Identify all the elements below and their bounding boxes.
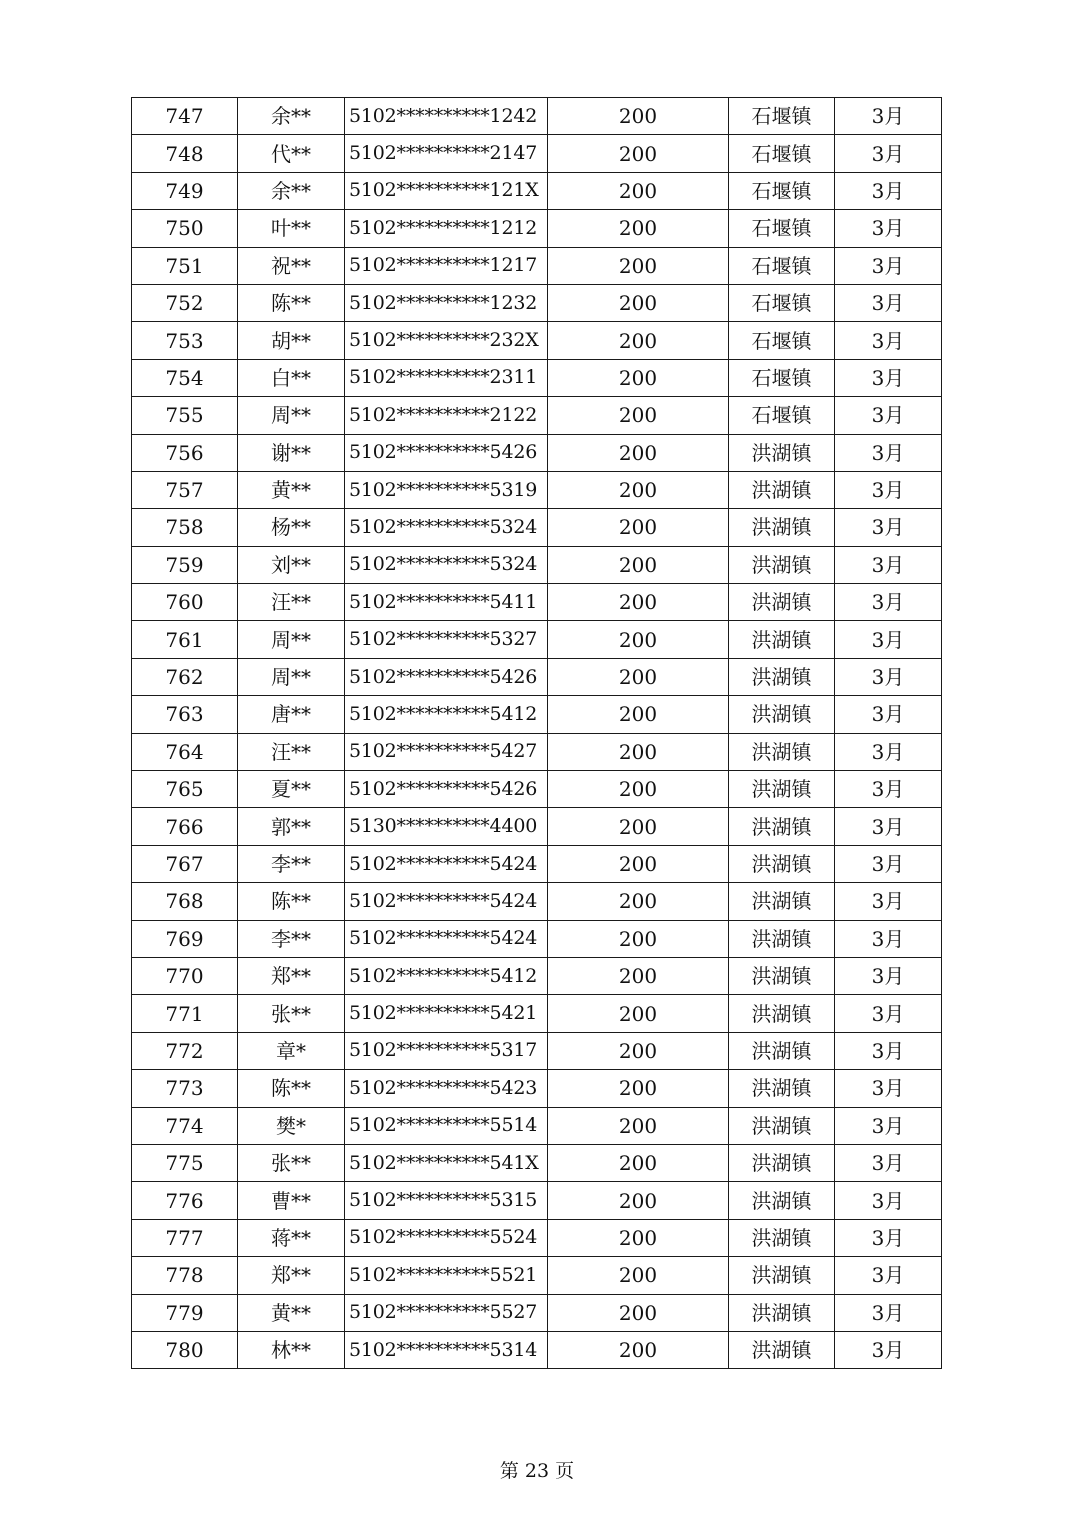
serial-number-cell: 759 bbox=[132, 546, 238, 583]
name-cell: 周** bbox=[238, 621, 345, 658]
serial-number-cell: 776 bbox=[132, 1182, 238, 1219]
table-row bbox=[132, 135, 942, 172]
table-row bbox=[132, 509, 942, 546]
table-row bbox=[132, 658, 942, 695]
amount-cell: 200 bbox=[548, 584, 729, 621]
id-number-cell: 5102**********121X bbox=[345, 172, 548, 209]
table-row bbox=[132, 1294, 942, 1331]
amount-cell: 200 bbox=[548, 920, 729, 957]
town-cell: 洪湖镇 bbox=[729, 995, 835, 1032]
id-number-cell: 5102**********232X bbox=[345, 322, 548, 359]
name-cell: 曹** bbox=[238, 1182, 345, 1219]
month-cell: 3月 bbox=[835, 1331, 942, 1368]
name-cell: 刘** bbox=[238, 546, 345, 583]
id-number-cell: 5102**********1242 bbox=[345, 98, 548, 135]
town-cell: 洪湖镇 bbox=[729, 808, 835, 845]
town-cell: 洪湖镇 bbox=[729, 771, 835, 808]
name-cell: 樊* bbox=[238, 1107, 345, 1144]
town-cell: 洪湖镇 bbox=[729, 658, 835, 695]
amount-cell: 200 bbox=[548, 471, 729, 508]
town-cell: 洪湖镇 bbox=[729, 1032, 835, 1069]
serial-number-cell: 770 bbox=[132, 957, 238, 994]
amount-cell: 200 bbox=[548, 546, 729, 583]
serial-number-cell: 769 bbox=[132, 920, 238, 957]
id-number-cell: 5102**********5424 bbox=[345, 883, 548, 920]
month-cell: 3月 bbox=[835, 434, 942, 471]
table-row bbox=[132, 247, 942, 284]
amount-cell: 200 bbox=[548, 1294, 729, 1331]
name-cell: 代** bbox=[238, 135, 345, 172]
month-cell: 3月 bbox=[835, 1032, 942, 1069]
amount-cell: 200 bbox=[548, 771, 729, 808]
amount-cell: 200 bbox=[548, 733, 729, 770]
town-cell: 石堰镇 bbox=[729, 247, 835, 284]
name-cell: 李** bbox=[238, 920, 345, 957]
amount-cell: 200 bbox=[548, 1032, 729, 1069]
month-cell: 3月 bbox=[835, 658, 942, 695]
month-cell: 3月 bbox=[835, 1257, 942, 1294]
month-cell: 3月 bbox=[835, 1070, 942, 1107]
serial-number-cell: 754 bbox=[132, 359, 238, 396]
name-cell: 黄** bbox=[238, 471, 345, 508]
name-cell: 郭** bbox=[238, 808, 345, 845]
town-cell: 洪湖镇 bbox=[729, 1331, 835, 1368]
id-number-cell: 5102**********5421 bbox=[345, 995, 548, 1032]
table-row bbox=[132, 322, 942, 359]
name-cell: 章* bbox=[238, 1032, 345, 1069]
name-cell: 林** bbox=[238, 1331, 345, 1368]
table-row bbox=[132, 1182, 942, 1219]
month-cell: 3月 bbox=[835, 1219, 942, 1256]
id-number-cell: 5102**********5327 bbox=[345, 621, 548, 658]
town-cell: 石堰镇 bbox=[729, 284, 835, 321]
town-cell: 石堰镇 bbox=[729, 98, 835, 135]
month-cell: 3月 bbox=[835, 845, 942, 882]
amount-cell: 200 bbox=[548, 210, 729, 247]
amount-cell: 200 bbox=[548, 1219, 729, 1256]
table-row bbox=[132, 845, 942, 882]
serial-number-cell: 750 bbox=[132, 210, 238, 247]
month-cell: 3月 bbox=[835, 509, 942, 546]
amount-cell: 200 bbox=[548, 135, 729, 172]
amount-cell: 200 bbox=[548, 397, 729, 434]
serial-number-cell: 752 bbox=[132, 284, 238, 321]
table-row bbox=[132, 210, 942, 247]
month-cell: 3月 bbox=[835, 210, 942, 247]
town-cell: 石堰镇 bbox=[729, 210, 835, 247]
serial-number-cell: 756 bbox=[132, 434, 238, 471]
id-number-cell: 5102**********5426 bbox=[345, 771, 548, 808]
month-cell: 3月 bbox=[835, 621, 942, 658]
name-cell: 陈** bbox=[238, 1070, 345, 1107]
table-row bbox=[132, 359, 942, 396]
amount-cell: 200 bbox=[548, 509, 729, 546]
table-row bbox=[132, 1219, 942, 1256]
month-cell: 3月 bbox=[835, 696, 942, 733]
serial-number-cell: 779 bbox=[132, 1294, 238, 1331]
town-cell: 洪湖镇 bbox=[729, 957, 835, 994]
serial-number-cell: 753 bbox=[132, 322, 238, 359]
id-number-cell: 5102**********5314 bbox=[345, 1331, 548, 1368]
serial-number-cell: 749 bbox=[132, 172, 238, 209]
town-cell: 洪湖镇 bbox=[729, 1257, 835, 1294]
town-cell: 洪湖镇 bbox=[729, 1182, 835, 1219]
town-cell: 洪湖镇 bbox=[729, 1219, 835, 1256]
month-cell: 3月 bbox=[835, 546, 942, 583]
amount-cell: 200 bbox=[548, 883, 729, 920]
table-row bbox=[132, 1070, 942, 1107]
serial-number-cell: 751 bbox=[132, 247, 238, 284]
amount-cell: 200 bbox=[548, 247, 729, 284]
table-row bbox=[132, 284, 942, 321]
town-cell: 洪湖镇 bbox=[729, 1107, 835, 1144]
town-cell: 洪湖镇 bbox=[729, 1294, 835, 1331]
town-cell: 石堰镇 bbox=[729, 172, 835, 209]
amount-cell: 200 bbox=[548, 621, 729, 658]
town-cell: 洪湖镇 bbox=[729, 584, 835, 621]
id-number-cell: 5130**********4400 bbox=[345, 808, 548, 845]
id-number-cell: 5102**********5426 bbox=[345, 434, 548, 471]
amount-cell: 200 bbox=[548, 957, 729, 994]
page-number: 第 23 页 bbox=[499, 1460, 575, 1482]
amount-cell: 200 bbox=[548, 359, 729, 396]
name-cell: 胡** bbox=[238, 322, 345, 359]
serial-number-cell: 780 bbox=[132, 1331, 238, 1368]
serial-number-cell: 755 bbox=[132, 397, 238, 434]
table-row bbox=[132, 771, 942, 808]
id-number-cell: 5102**********5324 bbox=[345, 546, 548, 583]
serial-number-cell: 766 bbox=[132, 808, 238, 845]
serial-number-cell: 768 bbox=[132, 883, 238, 920]
town-cell: 石堰镇 bbox=[729, 359, 835, 396]
id-number-cell: 5102**********5524 bbox=[345, 1219, 548, 1256]
month-cell: 3月 bbox=[835, 957, 942, 994]
id-number-cell: 5102**********1217 bbox=[345, 247, 548, 284]
town-cell: 洪湖镇 bbox=[729, 845, 835, 882]
town-cell: 洪湖镇 bbox=[729, 1144, 835, 1181]
table-row bbox=[132, 1331, 942, 1368]
name-cell: 汪** bbox=[238, 733, 345, 770]
data-table bbox=[131, 97, 942, 1369]
month-cell: 3月 bbox=[835, 471, 942, 508]
name-cell: 郑** bbox=[238, 1257, 345, 1294]
table-row bbox=[132, 621, 942, 658]
table-row bbox=[132, 1032, 942, 1069]
serial-number-cell: 775 bbox=[132, 1144, 238, 1181]
id-number-cell: 5102**********2147 bbox=[345, 135, 548, 172]
id-number-cell: 5102**********2122 bbox=[345, 397, 548, 434]
name-cell: 黄** bbox=[238, 1294, 345, 1331]
id-number-cell: 5102**********5426 bbox=[345, 658, 548, 695]
id-number-cell: 5102**********5423 bbox=[345, 1070, 548, 1107]
month-cell: 3月 bbox=[835, 1294, 942, 1331]
serial-number-cell: 767 bbox=[132, 845, 238, 882]
id-number-cell: 5102**********5424 bbox=[345, 845, 548, 882]
name-cell: 李** bbox=[238, 845, 345, 882]
town-cell: 洪湖镇 bbox=[729, 546, 835, 583]
month-cell: 3月 bbox=[835, 359, 942, 396]
town-cell: 洪湖镇 bbox=[729, 920, 835, 957]
id-number-cell: 5102**********5412 bbox=[345, 957, 548, 994]
serial-number-cell: 757 bbox=[132, 471, 238, 508]
amount-cell: 200 bbox=[548, 845, 729, 882]
month-cell: 3月 bbox=[835, 1182, 942, 1219]
month-cell: 3月 bbox=[835, 284, 942, 321]
town-cell: 石堰镇 bbox=[729, 135, 835, 172]
amount-cell: 200 bbox=[548, 434, 729, 471]
month-cell: 3月 bbox=[835, 733, 942, 770]
month-cell: 3月 bbox=[835, 98, 942, 135]
month-cell: 3月 bbox=[835, 771, 942, 808]
amount-cell: 200 bbox=[548, 284, 729, 321]
table-row bbox=[132, 1257, 942, 1294]
month-cell: 3月 bbox=[835, 995, 942, 1032]
amount-cell: 200 bbox=[548, 1070, 729, 1107]
table-row bbox=[132, 995, 942, 1032]
serial-number-cell: 761 bbox=[132, 621, 238, 658]
amount-cell: 200 bbox=[548, 322, 729, 359]
amount-cell: 200 bbox=[548, 1331, 729, 1368]
month-cell: 3月 bbox=[835, 1144, 942, 1181]
table-row bbox=[132, 920, 942, 957]
amount-cell: 200 bbox=[548, 1107, 729, 1144]
town-cell: 洪湖镇 bbox=[729, 621, 835, 658]
id-number-cell: 5102**********5427 bbox=[345, 733, 548, 770]
id-number-cell: 5102**********5424 bbox=[345, 920, 548, 957]
id-number-cell: 5102**********2311 bbox=[345, 359, 548, 396]
town-cell: 洪湖镇 bbox=[729, 1070, 835, 1107]
id-number-cell: 5102**********5527 bbox=[345, 1294, 548, 1331]
name-cell: 唐** bbox=[238, 696, 345, 733]
serial-number-cell: 777 bbox=[132, 1219, 238, 1256]
table-row bbox=[132, 546, 942, 583]
name-cell: 陈** bbox=[238, 284, 345, 321]
serial-number-cell: 747 bbox=[132, 98, 238, 135]
month-cell: 3月 bbox=[835, 920, 942, 957]
name-cell: 郑** bbox=[238, 957, 345, 994]
amount-cell: 200 bbox=[548, 1182, 729, 1219]
month-cell: 3月 bbox=[835, 172, 942, 209]
id-number-cell: 5102**********5411 bbox=[345, 584, 548, 621]
amount-cell: 200 bbox=[548, 172, 729, 209]
amount-cell: 200 bbox=[548, 1144, 729, 1181]
table-row bbox=[132, 1107, 942, 1144]
id-number-cell: 5102**********5514 bbox=[345, 1107, 548, 1144]
amount-cell: 200 bbox=[548, 658, 729, 695]
name-cell: 余** bbox=[238, 172, 345, 209]
serial-number-cell: 763 bbox=[132, 696, 238, 733]
table-row bbox=[132, 172, 942, 209]
amount-cell: 200 bbox=[548, 98, 729, 135]
town-cell: 洪湖镇 bbox=[729, 471, 835, 508]
name-cell: 杨** bbox=[238, 509, 345, 546]
table-row bbox=[132, 1144, 942, 1181]
serial-number-cell: 758 bbox=[132, 509, 238, 546]
amount-cell: 200 bbox=[548, 995, 729, 1032]
id-number-cell: 5102**********541X bbox=[345, 1144, 548, 1181]
serial-number-cell: 771 bbox=[132, 995, 238, 1032]
name-cell: 张** bbox=[238, 995, 345, 1032]
id-number-cell: 5102**********1232 bbox=[345, 284, 548, 321]
table-row bbox=[132, 733, 942, 770]
name-cell: 周** bbox=[238, 658, 345, 695]
id-number-cell: 5102**********5521 bbox=[345, 1257, 548, 1294]
month-cell: 3月 bbox=[835, 883, 942, 920]
name-cell: 白** bbox=[238, 359, 345, 396]
month-cell: 3月 bbox=[835, 135, 942, 172]
table-row bbox=[132, 584, 942, 621]
month-cell: 3月 bbox=[835, 397, 942, 434]
name-cell: 蒋** bbox=[238, 1219, 345, 1256]
table-row bbox=[132, 98, 942, 135]
month-cell: 3月 bbox=[835, 322, 942, 359]
month-cell: 3月 bbox=[835, 247, 942, 284]
table-row bbox=[132, 397, 942, 434]
month-cell: 3月 bbox=[835, 584, 942, 621]
town-cell: 洪湖镇 bbox=[729, 733, 835, 770]
town-cell: 石堰镇 bbox=[729, 322, 835, 359]
serial-number-cell: 773 bbox=[132, 1070, 238, 1107]
amount-cell: 200 bbox=[548, 808, 729, 845]
amount-cell: 200 bbox=[548, 1257, 729, 1294]
serial-number-cell: 760 bbox=[132, 584, 238, 621]
name-cell: 祝** bbox=[238, 247, 345, 284]
serial-number-cell: 765 bbox=[132, 771, 238, 808]
id-number-cell: 5102**********5315 bbox=[345, 1182, 548, 1219]
serial-number-cell: 778 bbox=[132, 1257, 238, 1294]
month-cell: 3月 bbox=[835, 808, 942, 845]
town-cell: 洪湖镇 bbox=[729, 696, 835, 733]
town-cell: 洪湖镇 bbox=[729, 883, 835, 920]
table-row bbox=[132, 808, 942, 845]
name-cell: 周** bbox=[238, 397, 345, 434]
serial-number-cell: 774 bbox=[132, 1107, 238, 1144]
serial-number-cell: 764 bbox=[132, 733, 238, 770]
name-cell: 张** bbox=[238, 1144, 345, 1181]
table-row bbox=[132, 957, 942, 994]
amount-cell: 200 bbox=[548, 696, 729, 733]
id-number-cell: 5102**********5412 bbox=[345, 696, 548, 733]
table-row bbox=[132, 434, 942, 471]
town-cell: 洪湖镇 bbox=[729, 509, 835, 546]
table-row bbox=[132, 471, 942, 508]
table-row bbox=[132, 883, 942, 920]
id-number-cell: 5102**********5324 bbox=[345, 509, 548, 546]
id-number-cell: 5102**********5319 bbox=[345, 471, 548, 508]
name-cell: 陈** bbox=[238, 883, 345, 920]
town-cell: 石堰镇 bbox=[729, 397, 835, 434]
name-cell: 余** bbox=[238, 98, 345, 135]
name-cell: 谢** bbox=[238, 434, 345, 471]
town-cell: 洪湖镇 bbox=[729, 434, 835, 471]
serial-number-cell: 762 bbox=[132, 658, 238, 695]
serial-number-cell: 772 bbox=[132, 1032, 238, 1069]
name-cell: 夏** bbox=[238, 771, 345, 808]
name-cell: 汪** bbox=[238, 584, 345, 621]
serial-number-cell: 748 bbox=[132, 135, 238, 172]
month-cell: 3月 bbox=[835, 1107, 942, 1144]
name-cell: 叶** bbox=[238, 210, 345, 247]
table-row bbox=[132, 696, 942, 733]
table-body bbox=[132, 98, 942, 1369]
id-number-cell: 5102**********5317 bbox=[345, 1032, 548, 1069]
id-number-cell: 5102**********1212 bbox=[345, 210, 548, 247]
